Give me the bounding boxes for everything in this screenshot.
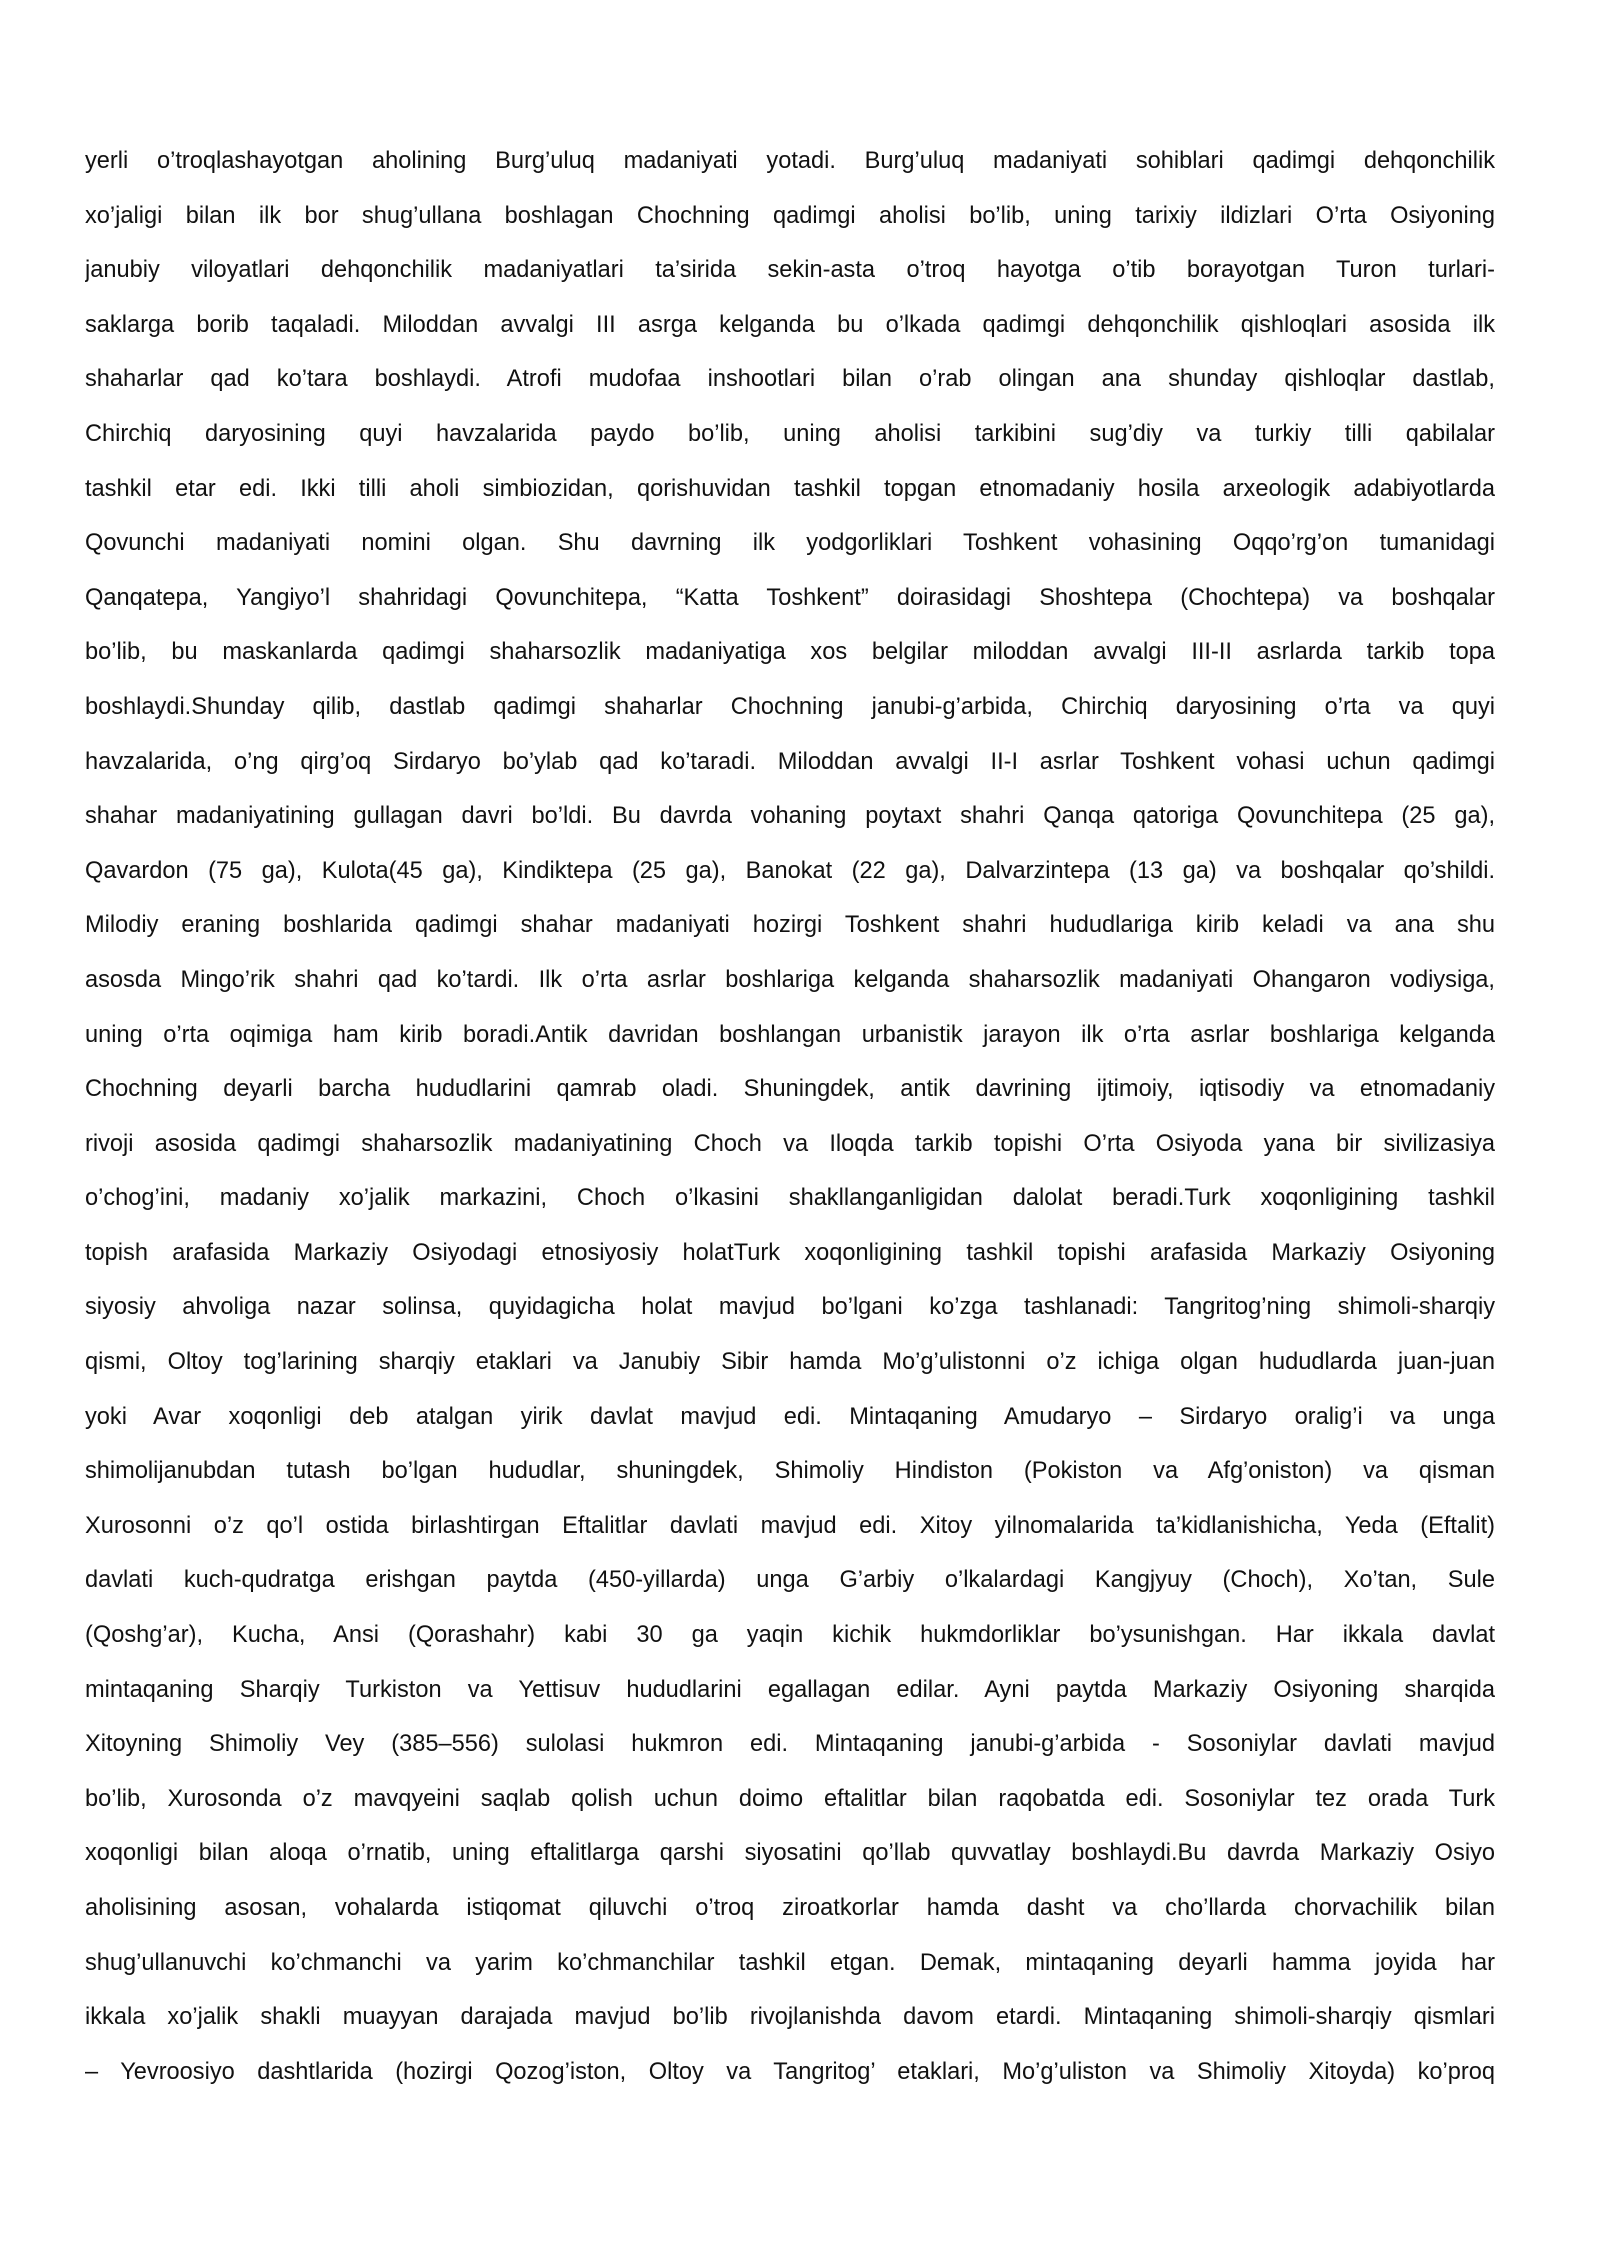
text-line: saklarga borib taqaladi. Miloddan avvalgi III asrga kelganda bu o’lkada qadimgi dehqonchilik qishloqlari asosida ilk <box>85 311 1495 338</box>
text-line: uning o’rta oqimiga ham kirib boradi.Antik davridan boshlangan urbanistik jarayon ilk o’rta asrlar boshlariga kelganda <box>85 1021 1495 1048</box>
text-line: (Qoshg’ar), Kucha, Ansi (Qorashahr) kabi 30 ga yaqin kichik hukmdorliklar bo’ysunishgan. Har ikkala davlat <box>85 1622 1495 1649</box>
text-line: o’chog’ini, madaniy xo’jalik markazini, Choch o’lkasini shakllanganligidan dalolat beradi.Turk xoqonligining tashkil <box>85 1185 1495 1212</box>
text-line: Chochning deyarli barcha hududlarini qamrab oladi. Shuningdek, antik davrining ijtimoiy, iqtisodiy va etnomadaniy <box>85 1076 1495 1103</box>
text-line: shimolijanubdan tutash bo’lgan hududlar, shuningdek, Shimoliy Hindiston (Pokiston va Afg’oniston) va qisman <box>85 1458 1495 1485</box>
text-line: Milodiy eraning boshlarida qadimgi shahar madaniyati hozirgi Toshkent shahri hududlariga kirib keladi va ana shu <box>85 912 1495 939</box>
text-line: Xurosonni o’z qo’l ostida birlashtirgan Eftalitlar davlati mavjud edi. Xitoy yilnomalarida ta’kidlanishicha, Yeda (Eftalit) <box>85 1512 1495 1539</box>
text-line: havzalarida, o’ng qirg’oq Sirdaryo bo’ylab qad ko’taradi. Miloddan avvalgi II-I asrlar Toshkent vohasi uchun qadimgi <box>85 748 1495 775</box>
text-line: siyosiy ahvoliga nazar solinsa, quyidagicha holat mavjud bo’lgani ko’zga tashlanadi: Tangritog’ning shimoli-sharqiy <box>85 1294 1495 1321</box>
text-line: bo’lib, Xurosonda o’z mavqyeini saqlab qolish uchun doimo eftalitlar bilan raqobatda edi. Sosoniylar tez orada Turk <box>85 1785 1495 1812</box>
text-line: Qavardon (75 ga), Kulota(45 ga), Kindiktepa (25 ga), Banokat (22 ga), Dalvarzintepa (13 ga) va boshqalar qo’shildi. <box>85 857 1495 884</box>
text-line: Xitoyning Shimoliy Vey (385–556) sulolasi hukmron edi. Mintaqaning janubi-g’arbida - Sosoniylar davlati mavjud <box>85 1731 1495 1758</box>
text-line: topish arafasida Markaziy Osiyodagi etnosiyosiy holatTurk xoqonligining tashkil topishi arafasida Markaziy Osiyoning <box>85 1239 1495 1266</box>
text-line: shug’ullanuvchi ko’chmanchi va yarim ko’chmanchilar tashkil etgan. Demak, mintaqaning deyarli hamma joyida har <box>85 1949 1495 1976</box>
text-line: xoqonligi bilan aloqa o’rnatib, uning eftalitlarga qarshi siyosatini qo’llab quvvatlay boshlaydi.Bu davrda Markaziy Osiyo <box>85 1840 1495 1867</box>
text-line: Qovunchi madaniyati nomini olgan. Shu davrning ilk yodgorliklari Toshkent vohasining Oqqo’rg’on tumanidagi <box>85 530 1495 557</box>
text-line: bo’lib, bu maskanlarda qadimgi shaharsozlik madaniyatiga xos belgilar miloddan avvalgi III-II asrlarda tarkib topa <box>85 639 1495 666</box>
text-line: aholisining asosan, vohalarda istiqomat qiluvchi o’troq ziroatkorlar hamda dasht va cho’llarda chorvachilik bilan <box>85 1895 1495 1921</box>
text-line: tashkil etar edi. Ikki tilli aholi simbiozidan, qorishuvidan tashkil topgan etnomadaniy hosila arxeologik adabiyotlarda <box>85 475 1495 502</box>
text-line: rivoji asosida qadimgi shaharsozlik madaniyatining Choch va Iloqda tarkib topishi O’rta Osiyoda yana bir sivilizasiya <box>85 1130 1495 1157</box>
text-line: qismi, Oltoy tog’larining sharqiy etaklari va Janubiy Sibir hamda Mo’g’ulistonni o’z ichiga olgan hududlarda juan-juan <box>85 1349 1495 1376</box>
text-line: xo’jaligi bilan ilk bor shug’ullana boshlagan Chochning qadimgi aholisi bo’lib, uning tarixiy ildizlari O’rta Osiyoning <box>85 202 1495 229</box>
text-line: ikkala xo’jalik shakli muayyan darajada mavjud bo’lib rivojlanishda davom etardi. Mintaqaning shimoli-sharqiy qismlari <box>85 2004 1495 2031</box>
text-line: Qanqatepa, Yangiyo’l shahridagi Qovunchitepa, “Katta Toshkent” doirasidagi Shoshtepa (Chochtepa) va boshqalar <box>85 584 1495 611</box>
text-line: davlati kuch-qudratga erishgan paytda (450-yillarda) unga G’arbiy o’lkalardagi Kangjyuy (Choch), Xo’tan, Sule <box>85 1567 1495 1594</box>
text-line: yoki Avar xoqonligi deb atalgan yirik davlat mavjud edi. Mintaqaning Amudaryo – Sirdaryo oralig’i va unga <box>85 1403 1495 1430</box>
text-line: janubiy viloyatlari dehqonchilik madaniyatlari ta’sirida sekin-asta o’troq hayotga o’tib borayotgan Turon turlari- <box>85 257 1495 284</box>
text-line: asosda Mingo’rik shahri qad ko’tardi. Ilk o’rta asrlar boshlariga kelganda shaharsozlik madaniyati Ohangaron vodiysiga, <box>85 966 1495 993</box>
text-line: shahar madaniyatining gullagan davri bo’ldi. Bu davrda vohaning poytaxt shahri Qanqa qatoriga Qovunchitepa (25 ga), <box>85 803 1495 830</box>
text-line: shaharlar qad ko’tara boshlaydi. Atrofi mudofaa inshootlari bilan o’rab olingan ana shunday qishloqlar dastlab, <box>85 366 1495 393</box>
text-line: Chirchiq daryosining quyi havzalarida paydo bo’lib, uning aholisi tarkibini sug’diy va turkiy tilli qabilalar <box>85 420 1495 447</box>
text-line: mintaqaning Sharqiy Turkiston va Yettisuv hududlarini egallagan edilar. Ayni paytda Markaziy Osiyoning sharqida <box>85 1676 1495 1703</box>
body-text <box>85 148 1495 2113</box>
text-line: boshlaydi.Shunday qilib, dastlab qadimgi shaharlar Chochning janubi-g’arbida, Chirchiq daryosining o’rta va quyi <box>85 693 1495 720</box>
text-line: yerli o’troqlashayotgan aholining Burg’uluq madaniyati yotadi. Burg’uluq madaniyati sohiblari qadimgi dehqonchilik <box>85 148 1495 174</box>
text-line: – Yevroosiyo dashtlarida (hozirgi Qozog’iston, Oltoy va Tangritog’ etaklari, Mo’g’uliston va Shimoliy Xitoyda) ko’proq <box>85 2058 1495 2085</box>
